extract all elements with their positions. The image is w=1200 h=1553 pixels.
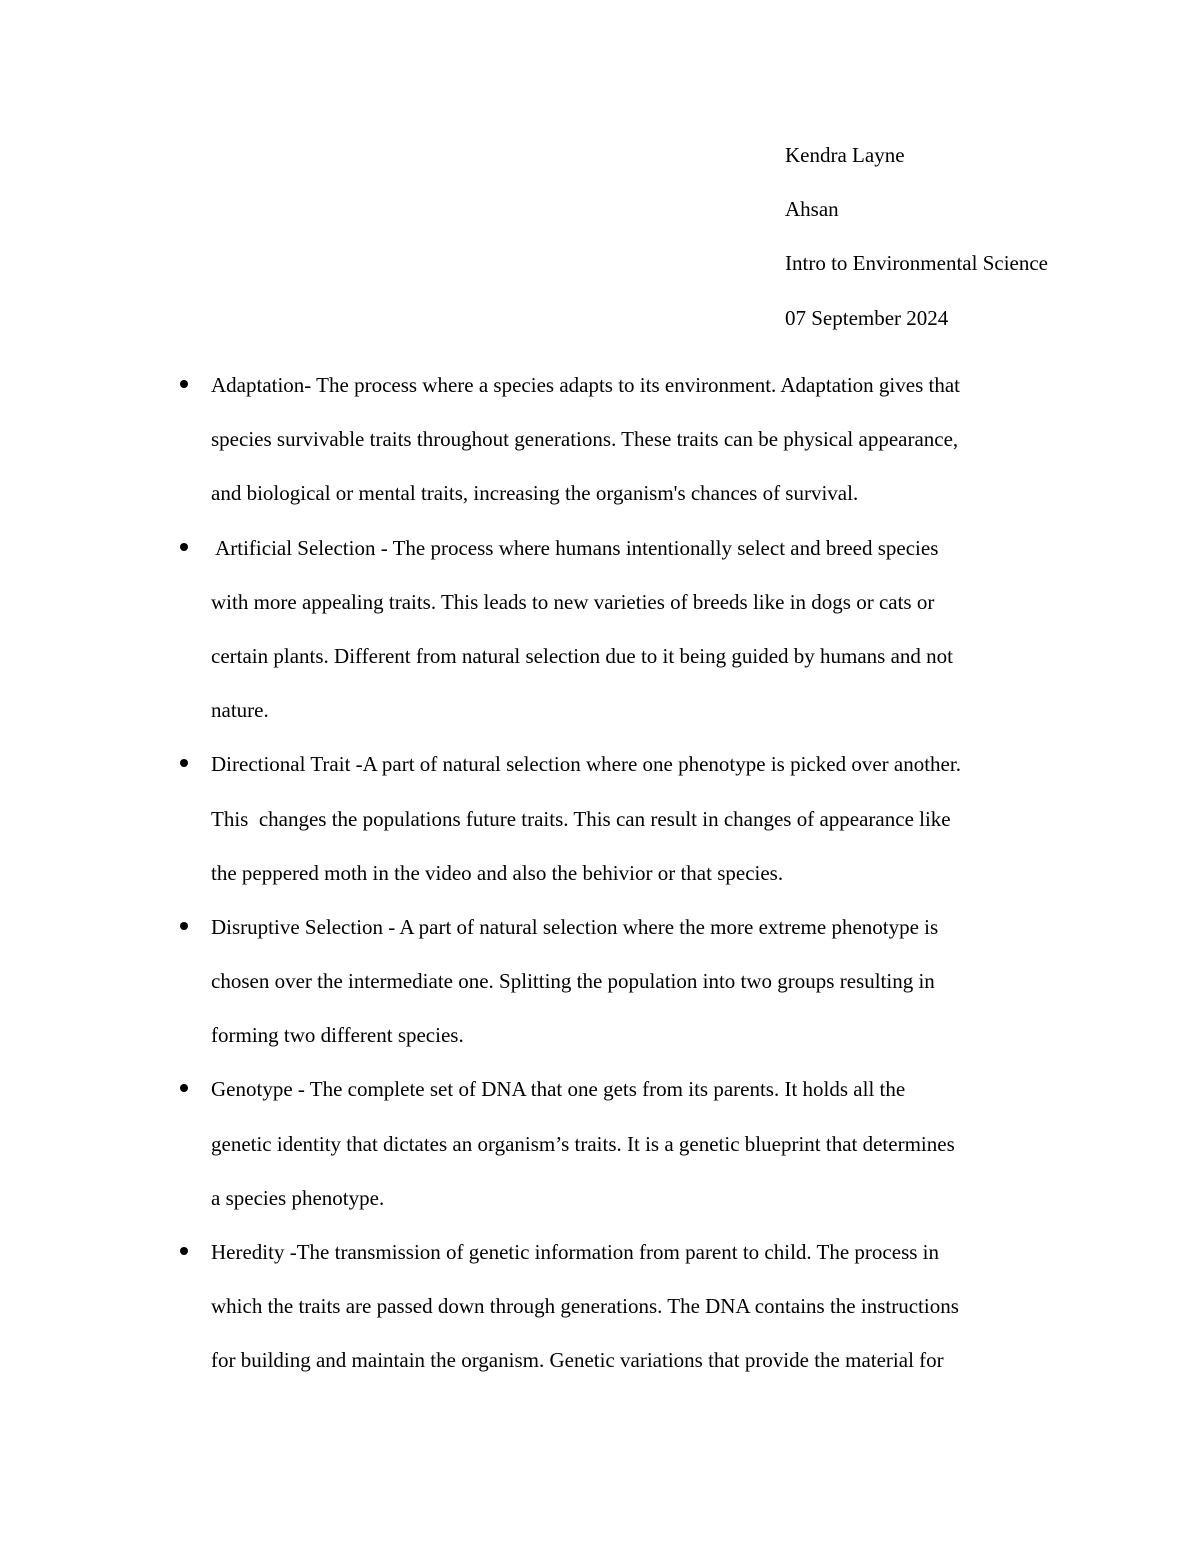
list-item-line: a species phenotype. — [211, 1185, 385, 1210]
list-item-line: Heredity -The transmission of genetic information from parent to child. The process in — [211, 1240, 939, 1264]
list-item-line: for building and maintain the organism. Genetic variations that provide the material for — [211, 1348, 944, 1373]
list-item-line: the peppered moth in the video and also the behivior or that species. — [211, 860, 784, 885]
list-item-line: which the traits are passed down through generations. The DNA contains the instructions — [211, 1294, 959, 1319]
bullet-icon — [180, 1084, 188, 1092]
list-item — [0, 737, 1061, 900]
list-item-line: and biological or mental traits, increasing the organism's chances of survival. — [211, 481, 859, 506]
list-item — [0, 1225, 1061, 1388]
document-date: 07 September 2024 — [785, 305, 949, 330]
list-item — [0, 358, 1061, 521]
list-item — [0, 1062, 1061, 1225]
list-item-line: This changes the populations future traits. This can result in changes of appearance like — [211, 806, 951, 831]
bullet-icon — [180, 380, 188, 388]
list-item-line: Disruptive Selection - A part of natural selection where the more extreme phenotype is — [211, 914, 939, 939]
list-item-line: certain plants. Different from natural selection due to it being guided by humans and not — [211, 643, 953, 668]
list-item-line: with more appealing traits. This leads to new varieties of breeds like in dogs or cats or — [211, 589, 935, 614]
list-item-line: chosen over the intermediate one. Splitting the population into two groups resulting in — [211, 969, 935, 994]
list-item-line: genetic identity that dictates an organism’s traits. It is a genetic blueprint that determines — [211, 1131, 955, 1156]
list-item-line: species survivable traits throughout generations. These traits can be physical appearance, — [211, 427, 959, 452]
bullet-icon — [180, 759, 188, 767]
list-item-line: Genotype - The complete set of DNA that one gets from its parents. It holds all the — [211, 1077, 906, 1102]
list-item-line: nature. — [211, 698, 269, 723]
list-item-line: forming two different species. — [211, 1023, 464, 1048]
terms-list — [0, 358, 1200, 1388]
list-item-line: Adaptation- The process where a species adapts to its environment. Adaptation gives that — [211, 373, 960, 397]
bullet-icon — [180, 1247, 188, 1255]
student-name: Kendra Layne — [785, 143, 905, 167]
course-name: Intro to Environmental Science — [785, 251, 1049, 276]
heading-block — [785, 142, 1185, 359]
list-item — [0, 521, 1061, 738]
list-item-line: Artificial Selection - The process where humans intentionally select and breed species — [211, 535, 939, 560]
bullet-icon — [180, 543, 188, 551]
list-item-line: Directional Trait -A part of natural selection where one phenotype is picked over another. — [211, 752, 961, 777]
bullet-icon — [180, 922, 188, 930]
list-item — [0, 900, 1061, 1063]
instructor-name: Ahsan — [785, 197, 839, 222]
